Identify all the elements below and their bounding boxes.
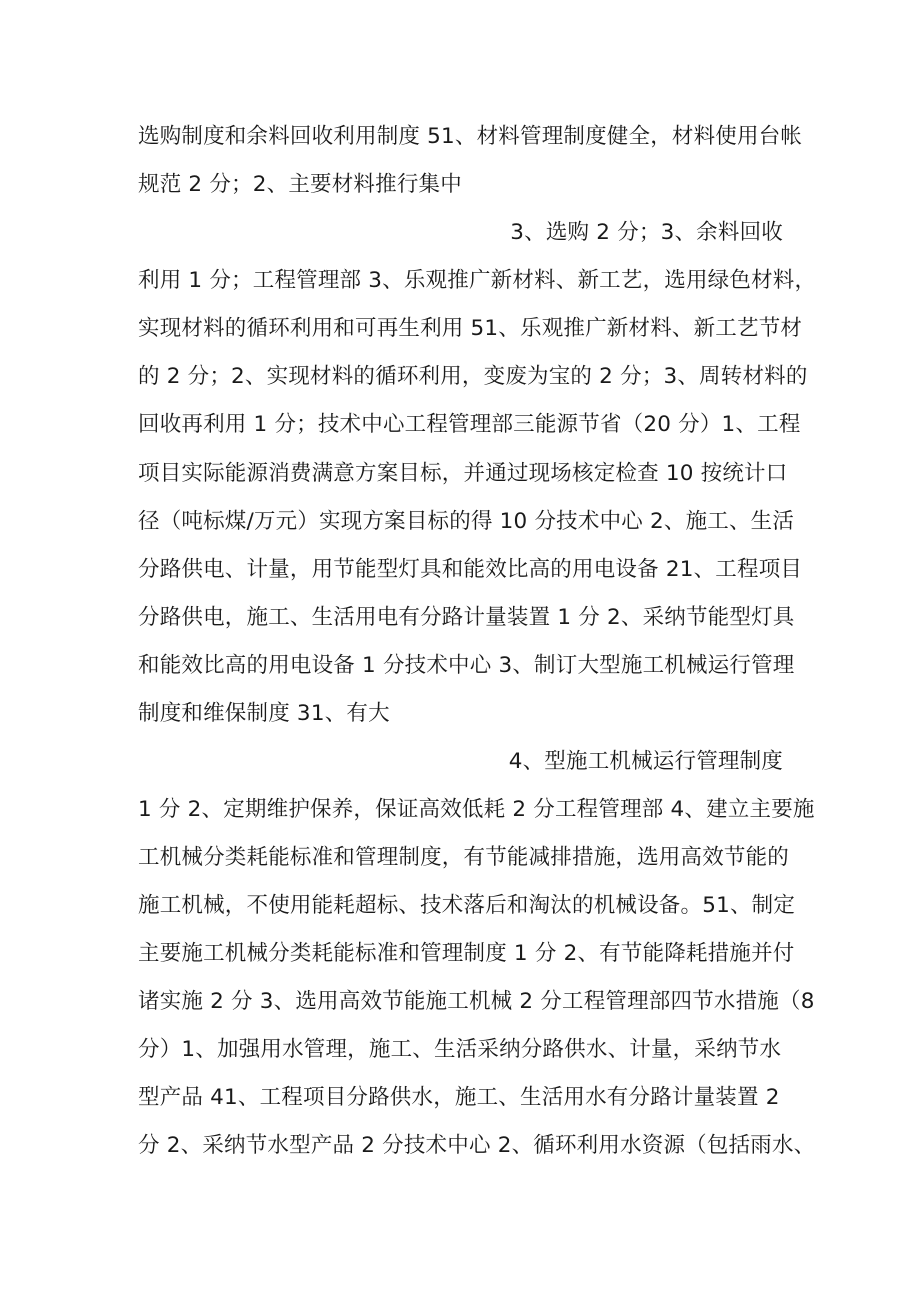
text-line: 分）1、加强用水管理，施工、生活采纳分路供水、计量，采纳节水 bbox=[138, 1037, 782, 1062]
text-line: 主要施工机械分类耗能标准和管理制度 1 分 2、有节能降耗措施并付 bbox=[138, 941, 795, 966]
text-line: 的 2 分；2、实现材料的循环利用，变废为宝的 2 分；3、周转材料的 bbox=[138, 364, 808, 389]
text-line: 诸实施 2 分 3、选用高效节能施工机械 2 分工程管理部四节水措施（8 bbox=[138, 989, 815, 1014]
text-line: 制度和维保制度 31、有大 bbox=[138, 701, 390, 726]
text-line: 分 2、采纳节水型产品 2 分技术中心 2、循环利用水资源（包括雨水、 bbox=[138, 1133, 816, 1158]
text-line: 选购制度和余料回收利用制度 51、材料管理制度健全，材料使用台帐 bbox=[138, 124, 803, 149]
text-line: 1 分 2、定期维护保养，保证高效低耗 2 分工程管理部 4、建立主要施 bbox=[138, 797, 815, 822]
text-line: 3、选购 2 分；3、余料回收 bbox=[510, 220, 783, 245]
text-line: 型产品 41、工程项目分路供水，施工、生活用水有分路计量装置 2 bbox=[138, 1085, 780, 1110]
text-line: 施工机械，不使用能耗超标、技术落后和淘汰的机械设备。51、制定 bbox=[138, 893, 796, 918]
text-line: 工机械分类耗能标准和管理制度，有节能减排措施，选用高效节能的 bbox=[138, 845, 790, 870]
text-line: 分路供电，施工、生活用电有分路计量装置 1 分 2、采纳节能型灯具 bbox=[138, 605, 795, 630]
text-line: 回收再利用 1 分；技术中心工程管理部三能源节省（20 分）1、工程 bbox=[138, 412, 801, 437]
text-line: 和能效比高的用电设备 1 分技术中心 3、制订大型施工机械运行管理 bbox=[138, 653, 795, 678]
text-line: 径（吨标煤/万元）实现方案目标的得 10 分技术中心 2、施工、生活 bbox=[138, 509, 795, 534]
text-line: 利用 1 分；工程管理部 3、乐观推广新材料、新工艺，选用绿色材料， bbox=[138, 268, 817, 293]
text-line: 分路供电、计量，用节能型灯具和能效比高的用电设备 21、工程项目 bbox=[138, 557, 803, 582]
text-line: 规范 2 分；2、主要材料推行集中 bbox=[138, 172, 462, 197]
text-line: 项目实际能源消费满意方案目标，并通过现场核定检查 10 按统计口 bbox=[138, 461, 788, 486]
text-line: 实现材料的循环利用和可再生利用 51、乐观推广新材料、新工艺节材 bbox=[138, 316, 803, 341]
text-line: 4、型施工机械运行管理制度 bbox=[508, 749, 783, 774]
